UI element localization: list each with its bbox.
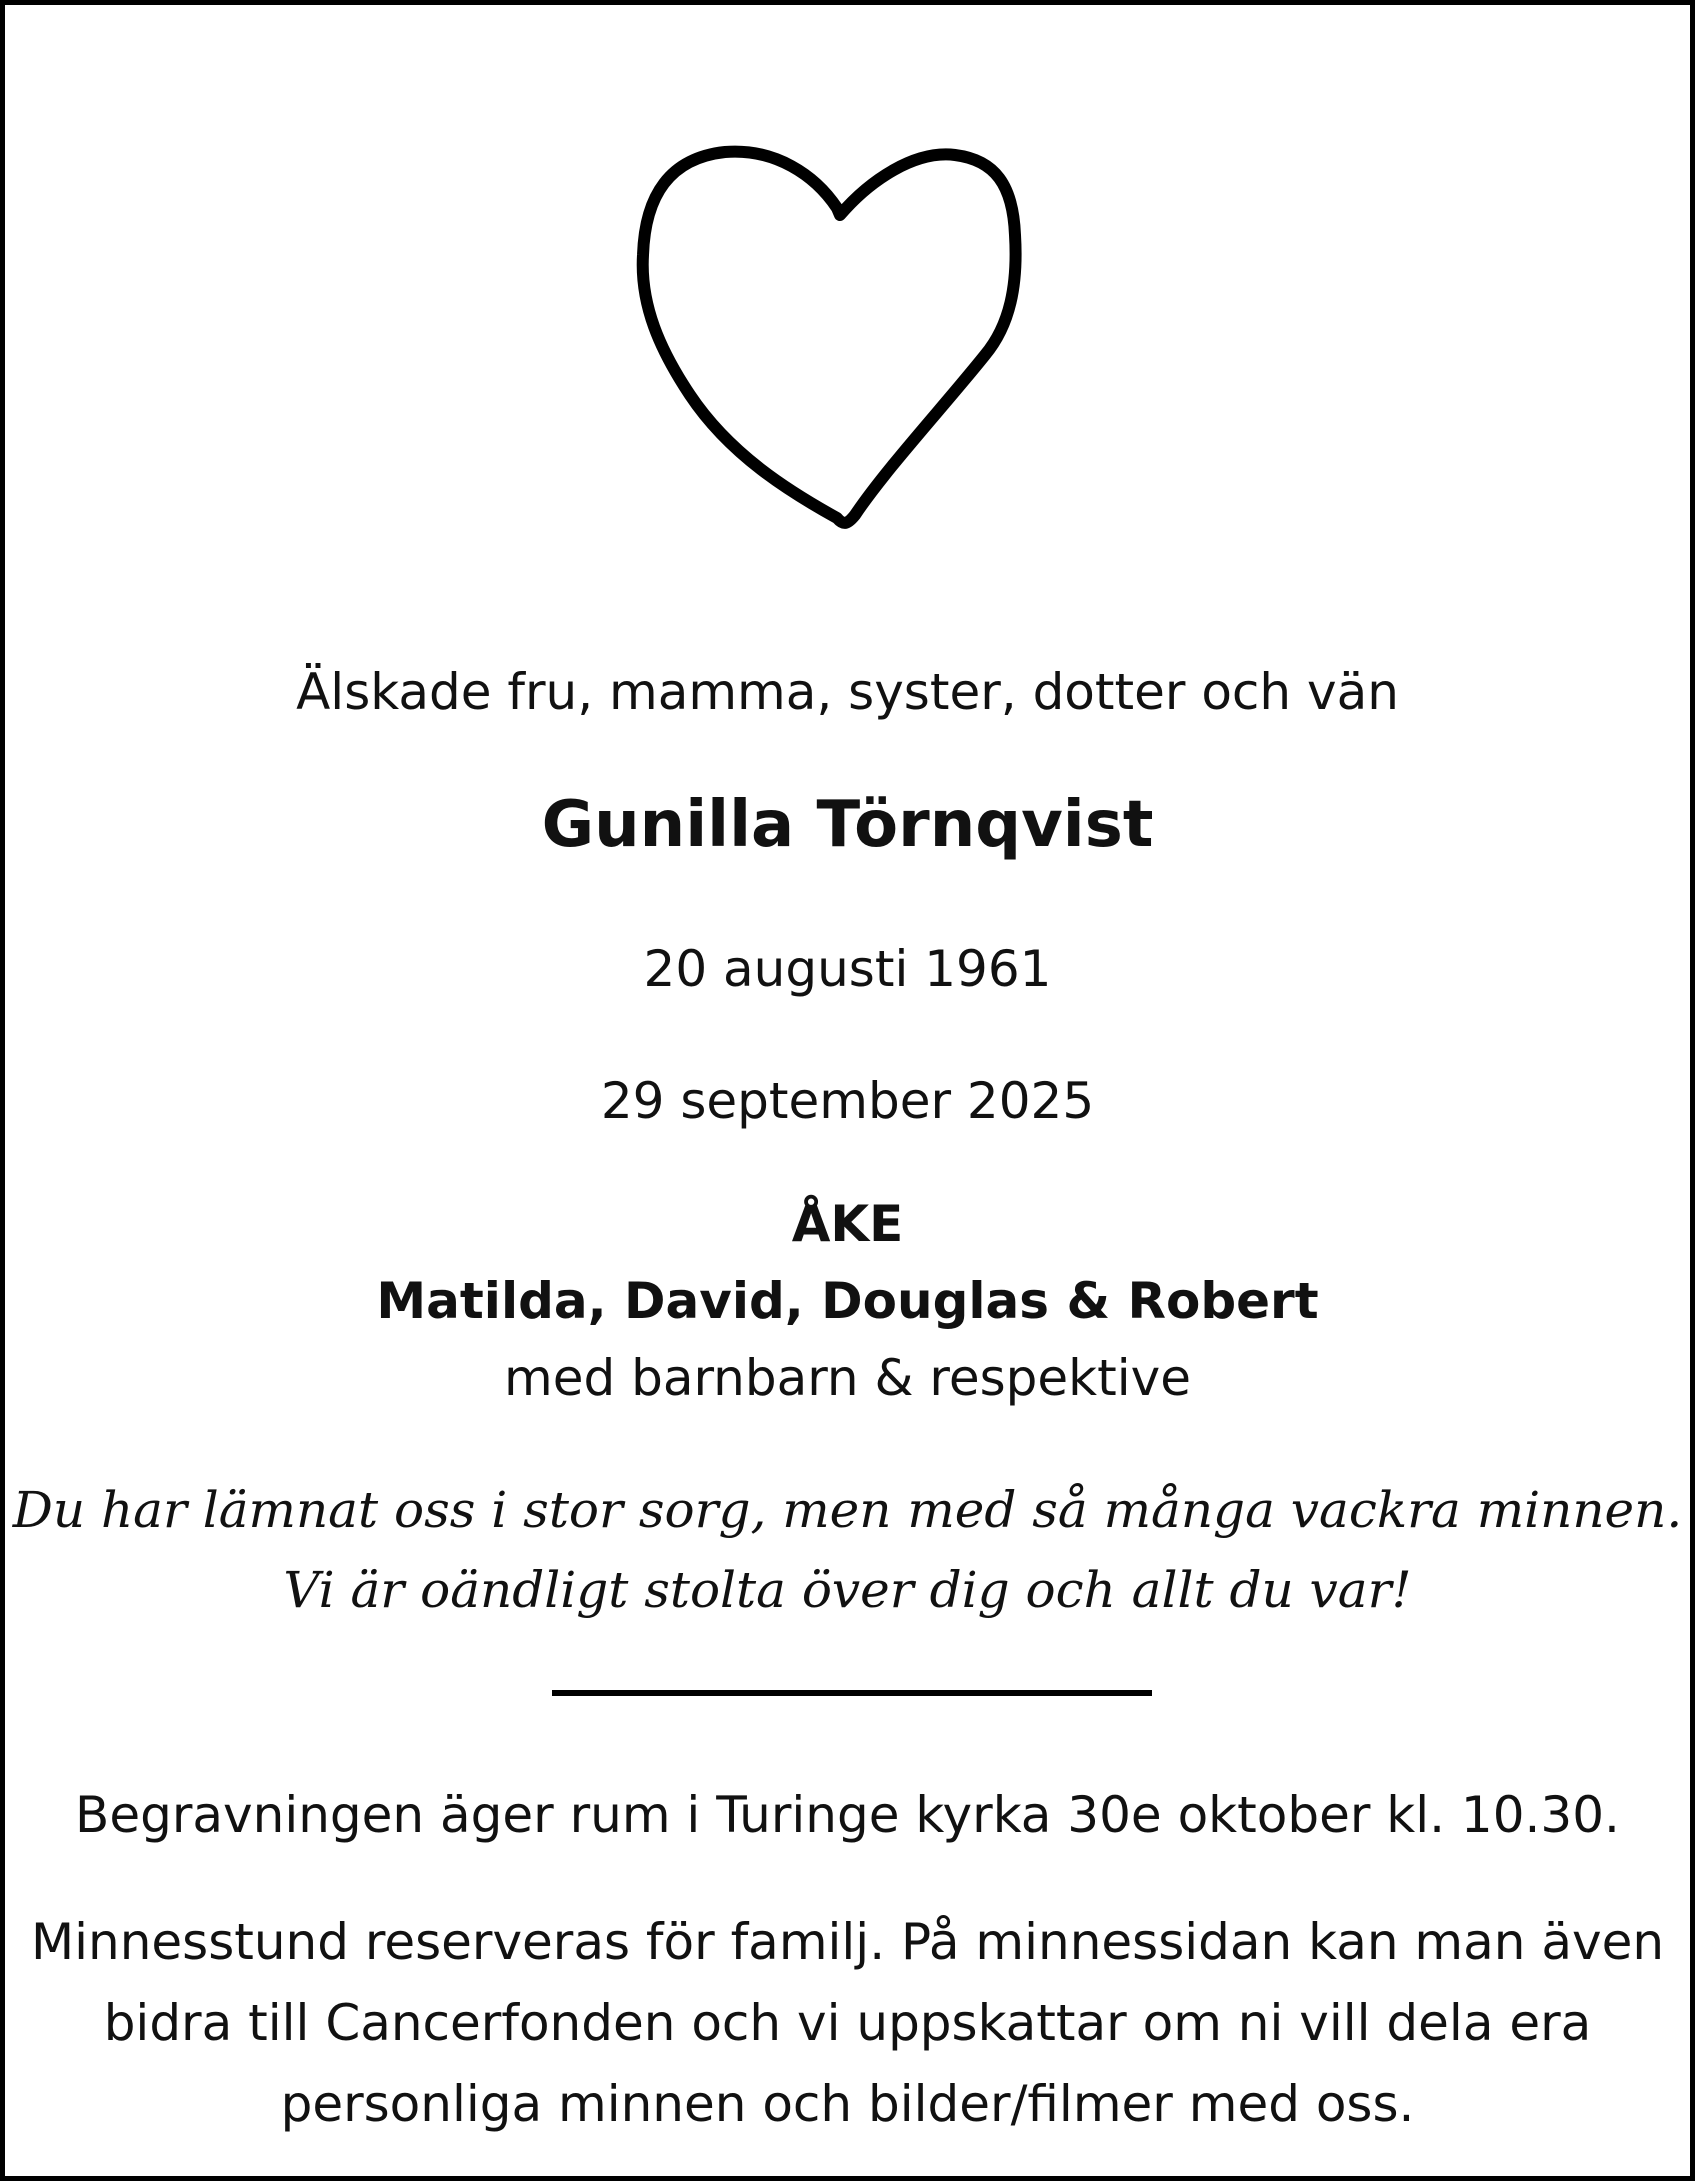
memorial-note-line: Minnesstund reserveras för familj. På minnessidan kan man även — [30, 1913, 1665, 1971]
deceased-name: Gunilla Törnqvist — [541, 788, 1154, 862]
quote-line: Du har lämnat oss i stor sorg, men med så många vackra minnen. — [12, 1481, 1683, 1539]
divider-rule — [552, 1690, 1152, 1696]
mourner-children: Matilda, David, Douglas & Robert — [376, 1272, 1319, 1330]
heart-outline-icon — [615, 130, 1085, 540]
birth-date: 20 augusti 1961 — [643, 940, 1052, 998]
funeral-info: Begravningen äger rum i Turinge kyrka 30e oktober kl. 10.30. — [75, 1786, 1620, 1844]
epithet-line: Älskade fru, mamma, syster, dotter och vän — [296, 663, 1399, 721]
memorial-note-line: personliga minnen och bilder/filmer med oss. — [280, 2075, 1415, 2133]
death-date: 29 september 2025 — [600, 1072, 1095, 1130]
mourner-extended: med barnbarn & respektive — [504, 1349, 1191, 1407]
mourner-spouse: ÅKE — [791, 1195, 904, 1253]
memorial-note-line: bidra till Cancerfonden och vi uppskattar om ni vill dela era — [103, 1994, 1592, 2052]
quote-line: Vi är oändligt stolta över dig och allt du var! — [283, 1561, 1412, 1619]
